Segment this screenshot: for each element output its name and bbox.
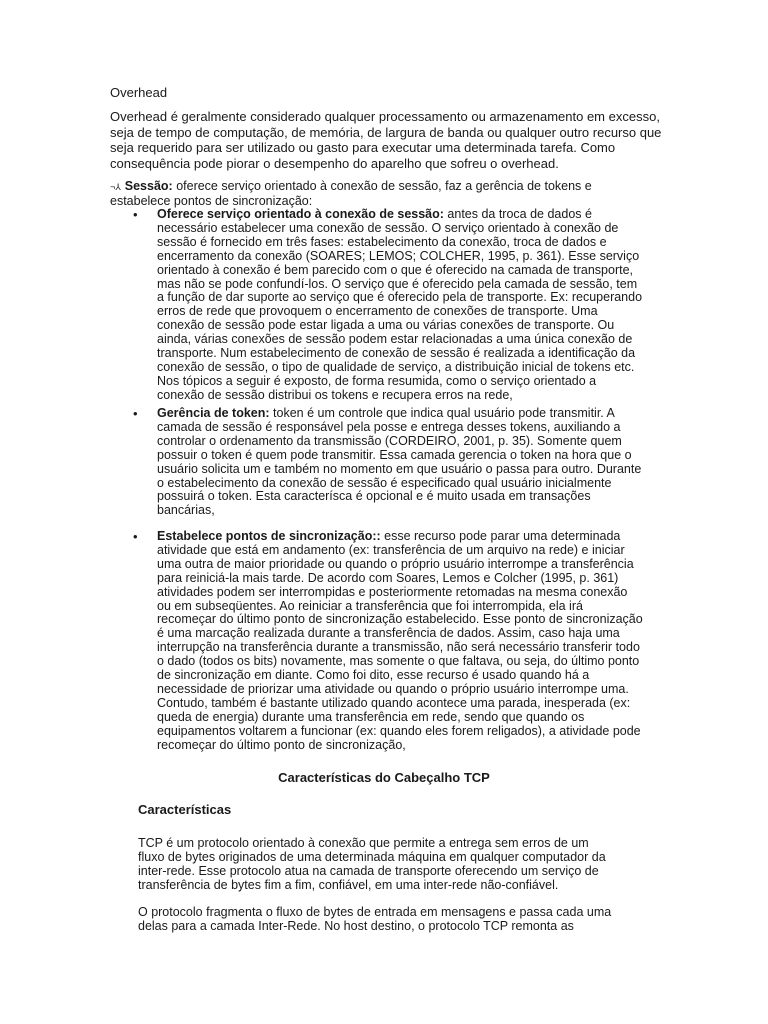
- sessao-intro: [110, 180, 720, 209]
- tcp-section-title: Características do Cabeçalho TCP: [278, 770, 490, 785]
- tcp-subtitle: Características: [138, 802, 232, 817]
- bullet-dot-icon: •: [133, 406, 138, 421]
- tcp-paragraph-1: TCP é um protocolo orientado à conexão que permite a entrega sem erros de um fluxo de bytes originados de uma determinada máquina em qualquer computador da inter-rede. Esse protocolo atua na camada de transporte oferecendo um serviço de transferência de bytes fim a fim, confiável, em uma inter-rede não-confiável.: [138, 836, 606, 892]
- sessao-intro-text: oferece serviço orientado à conexão de sessão, faz a gerência de tokens e estabelece pontos de sincronização:: [110, 179, 592, 208]
- bullet-text: token é um controle que indica qual usuário pode transmitir. A camada de sessão é responsável pela posse e entrega desses tokens, auxiliando a controlar o ordenamento da transmissão (CORDEIRO, 2001, p. 35). Somente quem possuir o token é quem pode transmitir. Essa camada gerencia o token na hora que o usuário solicita um e também no momento em que usuário o passa para outro. Durante o estabelecimento da conexão de sessão é especificado qual usuário inicialmente possuirá o token. Esta caracteríscа é opcional e é muito usada em transações bancárias,: [157, 406, 642, 518]
- sessao-symbol: ¬⅄: [110, 182, 121, 192]
- bullet-dot-icon: •: [133, 529, 138, 544]
- bullet-label: Estabelece pontos de sincronização::: [157, 529, 381, 543]
- bullet-dot-icon: •: [133, 207, 138, 222]
- bullet-item-sync-points: [157, 530, 727, 753]
- bullet-item-sessao-service: [157, 208, 727, 403]
- bullet-text: antes da troca de dados é necessário estabelecer uma conexão de sessão. O serviço orientado à conexão de sessão é fornecido em três fases: estabelecimento da conexão, troca de dados e encerramento da conexão (SOARES; LEMOS; COLCHER, 1995, p. 361). Esse serviço orientado à conexão é bem parecido com o que é oferecido na camada de transporte, mas não se pode confundí-los. O serviço que é oferecido pela camada de sessão, tem a função de dar suporte ao serviço que é oferecido pela de transporte. Ex: recuperando erros de rede que provoquem o encerramento de conexões de transporte. Uma conexão de sessão pode estar ligada a uma ou várias conexões de transporte. Ou ainda, várias conexões de sessão podem estar relacionadas a uma única conexão de transporte. Num estabelecimento de conexão de sessão é realizada a identificação da conexão de sessão, o tipo de qualidade de serviço, a distribuição inicial de tokens etc. Nos tópicos a seguir é exposto, de forma resumida, como o serviço orientado a conexão de sessão distribui os tokens e recupera erros na rede,: [157, 207, 643, 402]
- sessao-label: Sessão:: [124, 179, 173, 193]
- bullet-text: esse recurso pode parar uma determinada atividade que está em andamento (ex: transferência de um arquivo na rede) e iniciar uma outra de maior prioridade ou quando o próprio usuário interrompe a transferência para reiniciá-la mais tarde. De acordo com Soares, Lemos e Colcher (1995, p. 361) atividades podem ser interrompidas e posteriormente retomadas na mesma conexão ou em subseqüentes. Ao reiniciar a transferência que foi interrompida, ela irá recomeçar do último ponto de sincronização estabelecido. Esse ponto de sincronização é uma marcação realizada durante a transferência de dados. Assim, caso haja uma interrupção na transferência durante a transmissão, não será necessário transferir todo o dado (todos os bits) novamente, mas somente o que faltava, ou seja, do último ponto de sincronização em diante. Como foi dito, esse recurso é usado quando há a necessidade de priorizar uma atividade ou quando o próprio usuário interrompe uma. Contudo, também é bastante utilizado quando acontece uma parada, inesperada (ex: queda de energia) durante uma transferência em rede, sendo que quando os equipamentos voltarem a funcionar (ex: quando eles forem religados), a atividade pode recomeçar do último ponto de sincronização,: [157, 529, 643, 752]
- bullet-item-token-management: [157, 407, 727, 518]
- overhead-heading: Overhead: [110, 85, 168, 100]
- overhead-paragraph: Overhead é geralmente considerado qualquer processamento ou armazenamento em excesso, seja de tempo de computação, de memória, de largura de banda ou qualquer outro recurso que seja requerido para ser utilizado ou gasto para executar uma determinada tarefa. Como consequência pode piorar o desempenho do aparelho que sofreu o overhead.: [110, 109, 662, 171]
- bullet-label: Oferece serviço orientado à conexão de sessão:: [157, 207, 444, 221]
- tcp-paragraph-2: O protocolo fragmenta o fluxo de bytes de entrada em mensagens e passa cada uma delas para a camada Inter-Rede. No host destino, o protocolo TCP remonta as: [138, 905, 612, 933]
- bullet-label: Gerência de token:: [157, 406, 270, 420]
